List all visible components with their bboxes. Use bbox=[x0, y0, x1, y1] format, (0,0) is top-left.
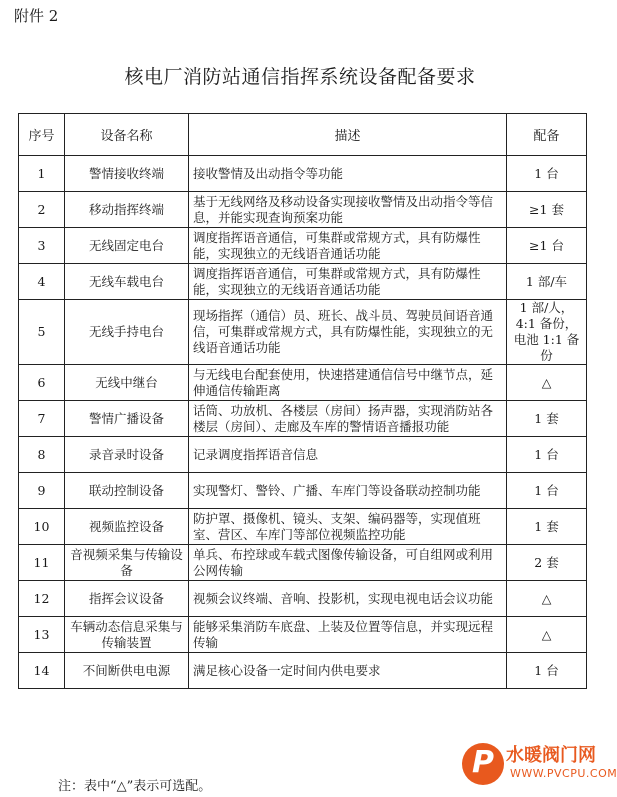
table-row bbox=[19, 300, 587, 365]
watermark-url: WWW.PVCPU.COM bbox=[510, 767, 617, 780]
equipment-table bbox=[18, 113, 587, 689]
watermark-logo bbox=[462, 737, 617, 797]
table-row bbox=[19, 156, 587, 192]
row-desc: 话筒、功放机、各楼层（房间）扬声器，实现消防站各楼层（房间）、走廊及车库的警情语音播报功能 bbox=[189, 401, 507, 437]
row-desc: 实现警灯、警铃、广播、车库门等设备联动控制功能 bbox=[189, 473, 507, 509]
row-name: 警情接收终端 bbox=[65, 156, 189, 192]
row-desc: 单兵、布控球或车载式图像传输设备，可自组网或利用公网传输 bbox=[189, 545, 507, 581]
table-row bbox=[19, 617, 587, 653]
table-row bbox=[19, 473, 587, 509]
row-desc: 能够采集消防车底盘、上装及位置等信息，并实现远程传输 bbox=[189, 617, 507, 653]
row-desc: 视频会议终端、音响、投影机，实现电视电话会议功能 bbox=[189, 581, 507, 617]
row-no: 12 bbox=[19, 581, 65, 617]
table-row bbox=[19, 192, 587, 228]
row-name: 联动控制设备 bbox=[65, 473, 189, 509]
row-qty: 1 部/车 bbox=[507, 264, 587, 300]
header-desc: 描述 bbox=[189, 114, 507, 156]
table-row bbox=[19, 228, 587, 264]
row-name: 无线中继台 bbox=[65, 365, 189, 401]
row-qty: ≥1 套 bbox=[507, 192, 587, 228]
row-qty: △ bbox=[507, 581, 587, 617]
watermark-name: 水暖阀门网 bbox=[506, 745, 596, 766]
row-name: 移动指挥终端 bbox=[65, 192, 189, 228]
row-no: 11 bbox=[19, 545, 65, 581]
row-no: 10 bbox=[19, 509, 65, 545]
row-qty: ≥1 台 bbox=[507, 228, 587, 264]
row-desc: 现场指挥（通信）员、班长、战斗员、驾驶员间语音通信，可集群或常规方式，具有防爆性能，实现独立的无线语音通话功能 bbox=[189, 300, 507, 365]
row-desc: 与无线电台配套使用，快速搭建通信信号中继节点，延伸通信传输距离 bbox=[189, 365, 507, 401]
table-row bbox=[19, 264, 587, 300]
header-name: 设备名称 bbox=[65, 114, 189, 156]
row-no: 4 bbox=[19, 264, 65, 300]
row-qty: 1 台 bbox=[507, 156, 587, 192]
row-qty: 1 台 bbox=[507, 437, 587, 473]
table-row bbox=[19, 653, 587, 689]
attachment-label: 附件 2 bbox=[14, 7, 59, 25]
row-name: 警情广播设备 bbox=[65, 401, 189, 437]
row-name: 无线固定电台 bbox=[65, 228, 189, 264]
row-desc: 调度指挥语音通信，可集群或常规方式，具有防爆性能，实现独立的无线语音通话功能 bbox=[189, 264, 507, 300]
row-qty: 1 部/人，4:1 备份，电池 1:1 备份 bbox=[507, 300, 587, 365]
row-qty: △ bbox=[507, 365, 587, 401]
table-row bbox=[19, 401, 587, 437]
row-desc: 记录调度指挥语音信息 bbox=[189, 437, 507, 473]
row-desc: 满足核心设备一定时间内供电要求 bbox=[189, 653, 507, 689]
page-title: 核电厂消防站通信指挥系统设备配备要求 bbox=[124, 66, 476, 88]
row-name: 录音录时设备 bbox=[65, 437, 189, 473]
row-no: 9 bbox=[19, 473, 65, 509]
row-name: 无线手持电台 bbox=[65, 300, 189, 365]
row-qty: 2 套 bbox=[507, 545, 587, 581]
header-qty: 配备 bbox=[507, 114, 587, 156]
row-no: 8 bbox=[19, 437, 65, 473]
row-desc: 基于无线网络及移动设备实现接收警情及出动指令等信息，并能实现查询预案功能 bbox=[189, 192, 507, 228]
row-qty: △ bbox=[507, 617, 587, 653]
table-row bbox=[19, 581, 587, 617]
row-qty: 1 台 bbox=[507, 653, 587, 689]
row-qty: 1 套 bbox=[507, 509, 587, 545]
table-row bbox=[19, 545, 587, 581]
row-no: 7 bbox=[19, 401, 65, 437]
row-desc: 接收警情及出动指令等功能 bbox=[189, 156, 507, 192]
row-name: 车辆动态信息采集与传输装置 bbox=[65, 617, 189, 653]
table-header-row bbox=[19, 114, 587, 156]
row-name: 视频监控设备 bbox=[65, 509, 189, 545]
row-no: 13 bbox=[19, 617, 65, 653]
row-no: 5 bbox=[19, 300, 65, 365]
table-note: 注：表中“△”表示可选配。 bbox=[58, 779, 212, 794]
row-desc: 防护罩、摄像机、镜头、支架、编码器等，实现值班室、营区、车库门等部位视频监控功能 bbox=[189, 509, 507, 545]
row-qty: 1 台 bbox=[507, 473, 587, 509]
row-name: 无线车载电台 bbox=[65, 264, 189, 300]
row-no: 2 bbox=[19, 192, 65, 228]
row-no: 1 bbox=[19, 156, 65, 192]
row-no: 3 bbox=[19, 228, 65, 264]
header-no: 序号 bbox=[19, 114, 65, 156]
table-row bbox=[19, 365, 587, 401]
row-desc: 调度指挥语音通信，可集群或常规方式，具有防爆性能，实现独立的无线语音通话功能 bbox=[189, 228, 507, 264]
row-no: 14 bbox=[19, 653, 65, 689]
table-row bbox=[19, 437, 587, 473]
row-name: 指挥会议设备 bbox=[65, 581, 189, 617]
table-row bbox=[19, 509, 587, 545]
watermark-circle-icon bbox=[462, 743, 504, 785]
row-qty: 1 套 bbox=[507, 401, 587, 437]
watermark-letter: P bbox=[472, 745, 494, 780]
row-name: 音视频采集与传输设备 bbox=[65, 545, 189, 581]
row-name: 不间断供电电源 bbox=[65, 653, 189, 689]
row-no: 6 bbox=[19, 365, 65, 401]
